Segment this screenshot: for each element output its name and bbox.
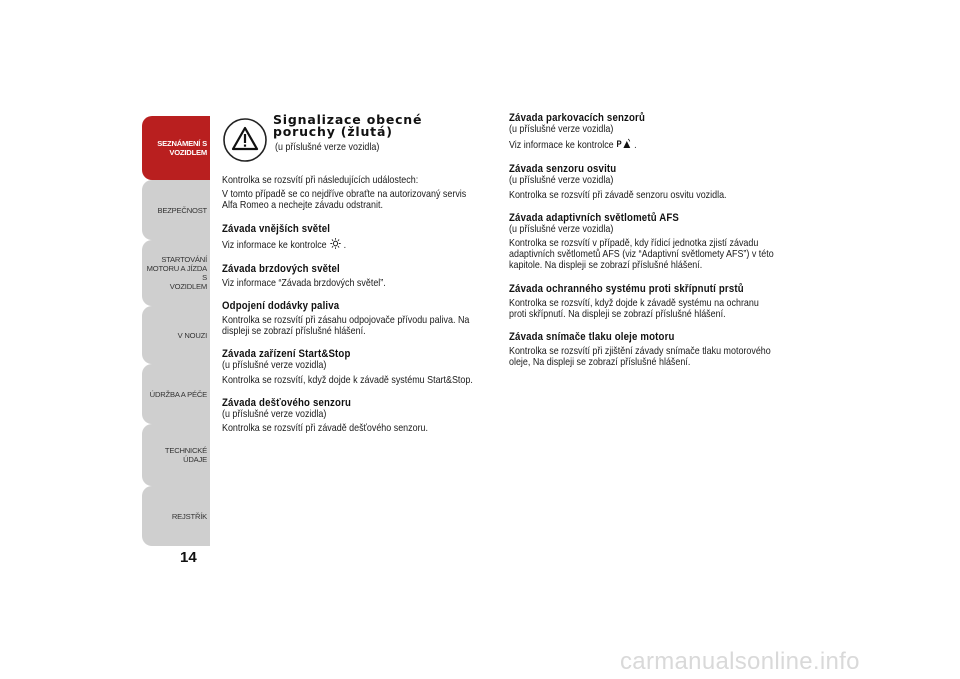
tab-seznameni-s-vozidlem[interactable]: SEZNÁMENÍ S VOZIDLEM bbox=[142, 116, 210, 180]
left-column bbox=[222, 175, 480, 434]
intro-text-2: V tomto případě se co nejdříve obraťte na autorizovaný servis Alfa Romeo a nechejte závadu odstranit. bbox=[222, 189, 467, 212]
section-title-fuel-cutoff: Odpojení dodávky paliva bbox=[222, 300, 340, 313]
section-sub-parking-sensors: (u příslušné verze vozidla) bbox=[509, 124, 614, 135]
light-bulb-icon bbox=[329, 238, 341, 252]
section-text-fuel-cutoff: Kontrolka se rozsvítí při zásahu odpojovače přívodu paliva. Na displeji se zobrazí příslušné hlášení. bbox=[222, 315, 470, 338]
section-title-anti-pinch: Závada ochranného systému proti skřípnutí prstů bbox=[509, 282, 744, 295]
tab-udrzba-a-pece[interactable]: ÚDRŽBA A PÉČE bbox=[142, 364, 210, 424]
section-text-anti-pinch: Kontrolka se rozsvítí, když dojde k závadě systému na ochranu proti skřípnutí. Na displeji se zobrazí příslušné hlášení. bbox=[509, 297, 759, 320]
section-title-light-sensor: Závada senzoru osvitu bbox=[509, 163, 617, 176]
page-subtitle: (u příslušné verze vozidla) bbox=[275, 142, 380, 153]
section-title-rain-sensor: Závada dešťového senzoru bbox=[222, 396, 352, 409]
section-text-afs: Kontrolka se rozsvítí v případě, kdy řídicí jednotka zjistí závadu adaptivních světlometů AFS (viz “Adaptivní světlomety AFS”) v této kapitole. Na displeji se zobrazí příslušné hlášení. bbox=[509, 238, 774, 272]
section-text-external-lights: Viz informace ke kontrolce . bbox=[222, 239, 347, 251]
section-text-brake-lights: Viz informace “Závada brzdových světel”. bbox=[222, 277, 386, 289]
section-text-rain-sensor: Kontrolka se rozsvítí při závadě dešťového senzoru. bbox=[222, 423, 429, 435]
watermark: carmanualsonline.info bbox=[620, 648, 860, 675]
section-title-oil-pressure: Závada snímače tlaku oleje motoru bbox=[509, 331, 675, 344]
section-text-light-sensor: Kontrolka se rozsvítí při závadě senzoru osvitu vozidla. bbox=[509, 189, 727, 201]
section-text-oil-pressure: Kontrolka se rozsvítí při zjištění závady snímače tlaku motorového oleje, Na displeji se zobrazí příslušné hlášení. bbox=[509, 346, 771, 369]
tab-startovani[interactable]: STARTOVÁNÍ MOTORU A JÍZDA S VOZIDLEM bbox=[142, 240, 210, 306]
intro-text-1: Kontrolka se rozsvítí při následujících událostech: bbox=[222, 175, 419, 186]
tab-bezpecnost[interactable]: BEZPEČNOST bbox=[142, 180, 210, 240]
section-title-brake-lights: Závada brzdových světel bbox=[222, 262, 340, 275]
right-column bbox=[509, 112, 774, 368]
section-title-parking-sensors: Závada parkovacích senzorů bbox=[509, 112, 646, 124]
section-title-external-lights: Závada vnějších světel bbox=[222, 222, 331, 235]
tab-technicke-udaje[interactable]: TECHNICKÉ ÚDAJE bbox=[142, 424, 210, 486]
svg-text:P: P bbox=[616, 138, 622, 150]
page-number: 14 bbox=[180, 549, 197, 566]
section-sub-afs: (u příslušné verze vozidla) bbox=[509, 223, 614, 235]
page-title: Signalizace obecné poruchy (žlutá) bbox=[273, 112, 423, 139]
section-sub-start-stop: (u příslušné verze vozidla) bbox=[222, 360, 327, 372]
parking-sensor-icon bbox=[616, 138, 631, 152]
section-text-start-stop: Kontrolka se rozsvítí, když dojde k závadě systému Start&Stop. bbox=[222, 374, 473, 386]
section-sub-light-sensor: (u příslušné verze vozidla) bbox=[509, 175, 614, 187]
tab-v-nouzi[interactable]: V NOUZI bbox=[142, 306, 210, 364]
section-sub-rain-sensor: (u příslušné verze vozidla) bbox=[222, 408, 327, 420]
section-title-afs: Závada adaptivních světlometů AFS bbox=[509, 211, 679, 224]
warning-triangle-icon bbox=[222, 117, 268, 163]
section-title-start-stop: Závada zařízení Start&Stop bbox=[222, 348, 351, 361]
section-text-parking-sensors: Viz informace ke kontrolce P . bbox=[509, 138, 637, 152]
tab-rejstrik[interactable]: REJSTŘÍK bbox=[142, 486, 210, 546]
